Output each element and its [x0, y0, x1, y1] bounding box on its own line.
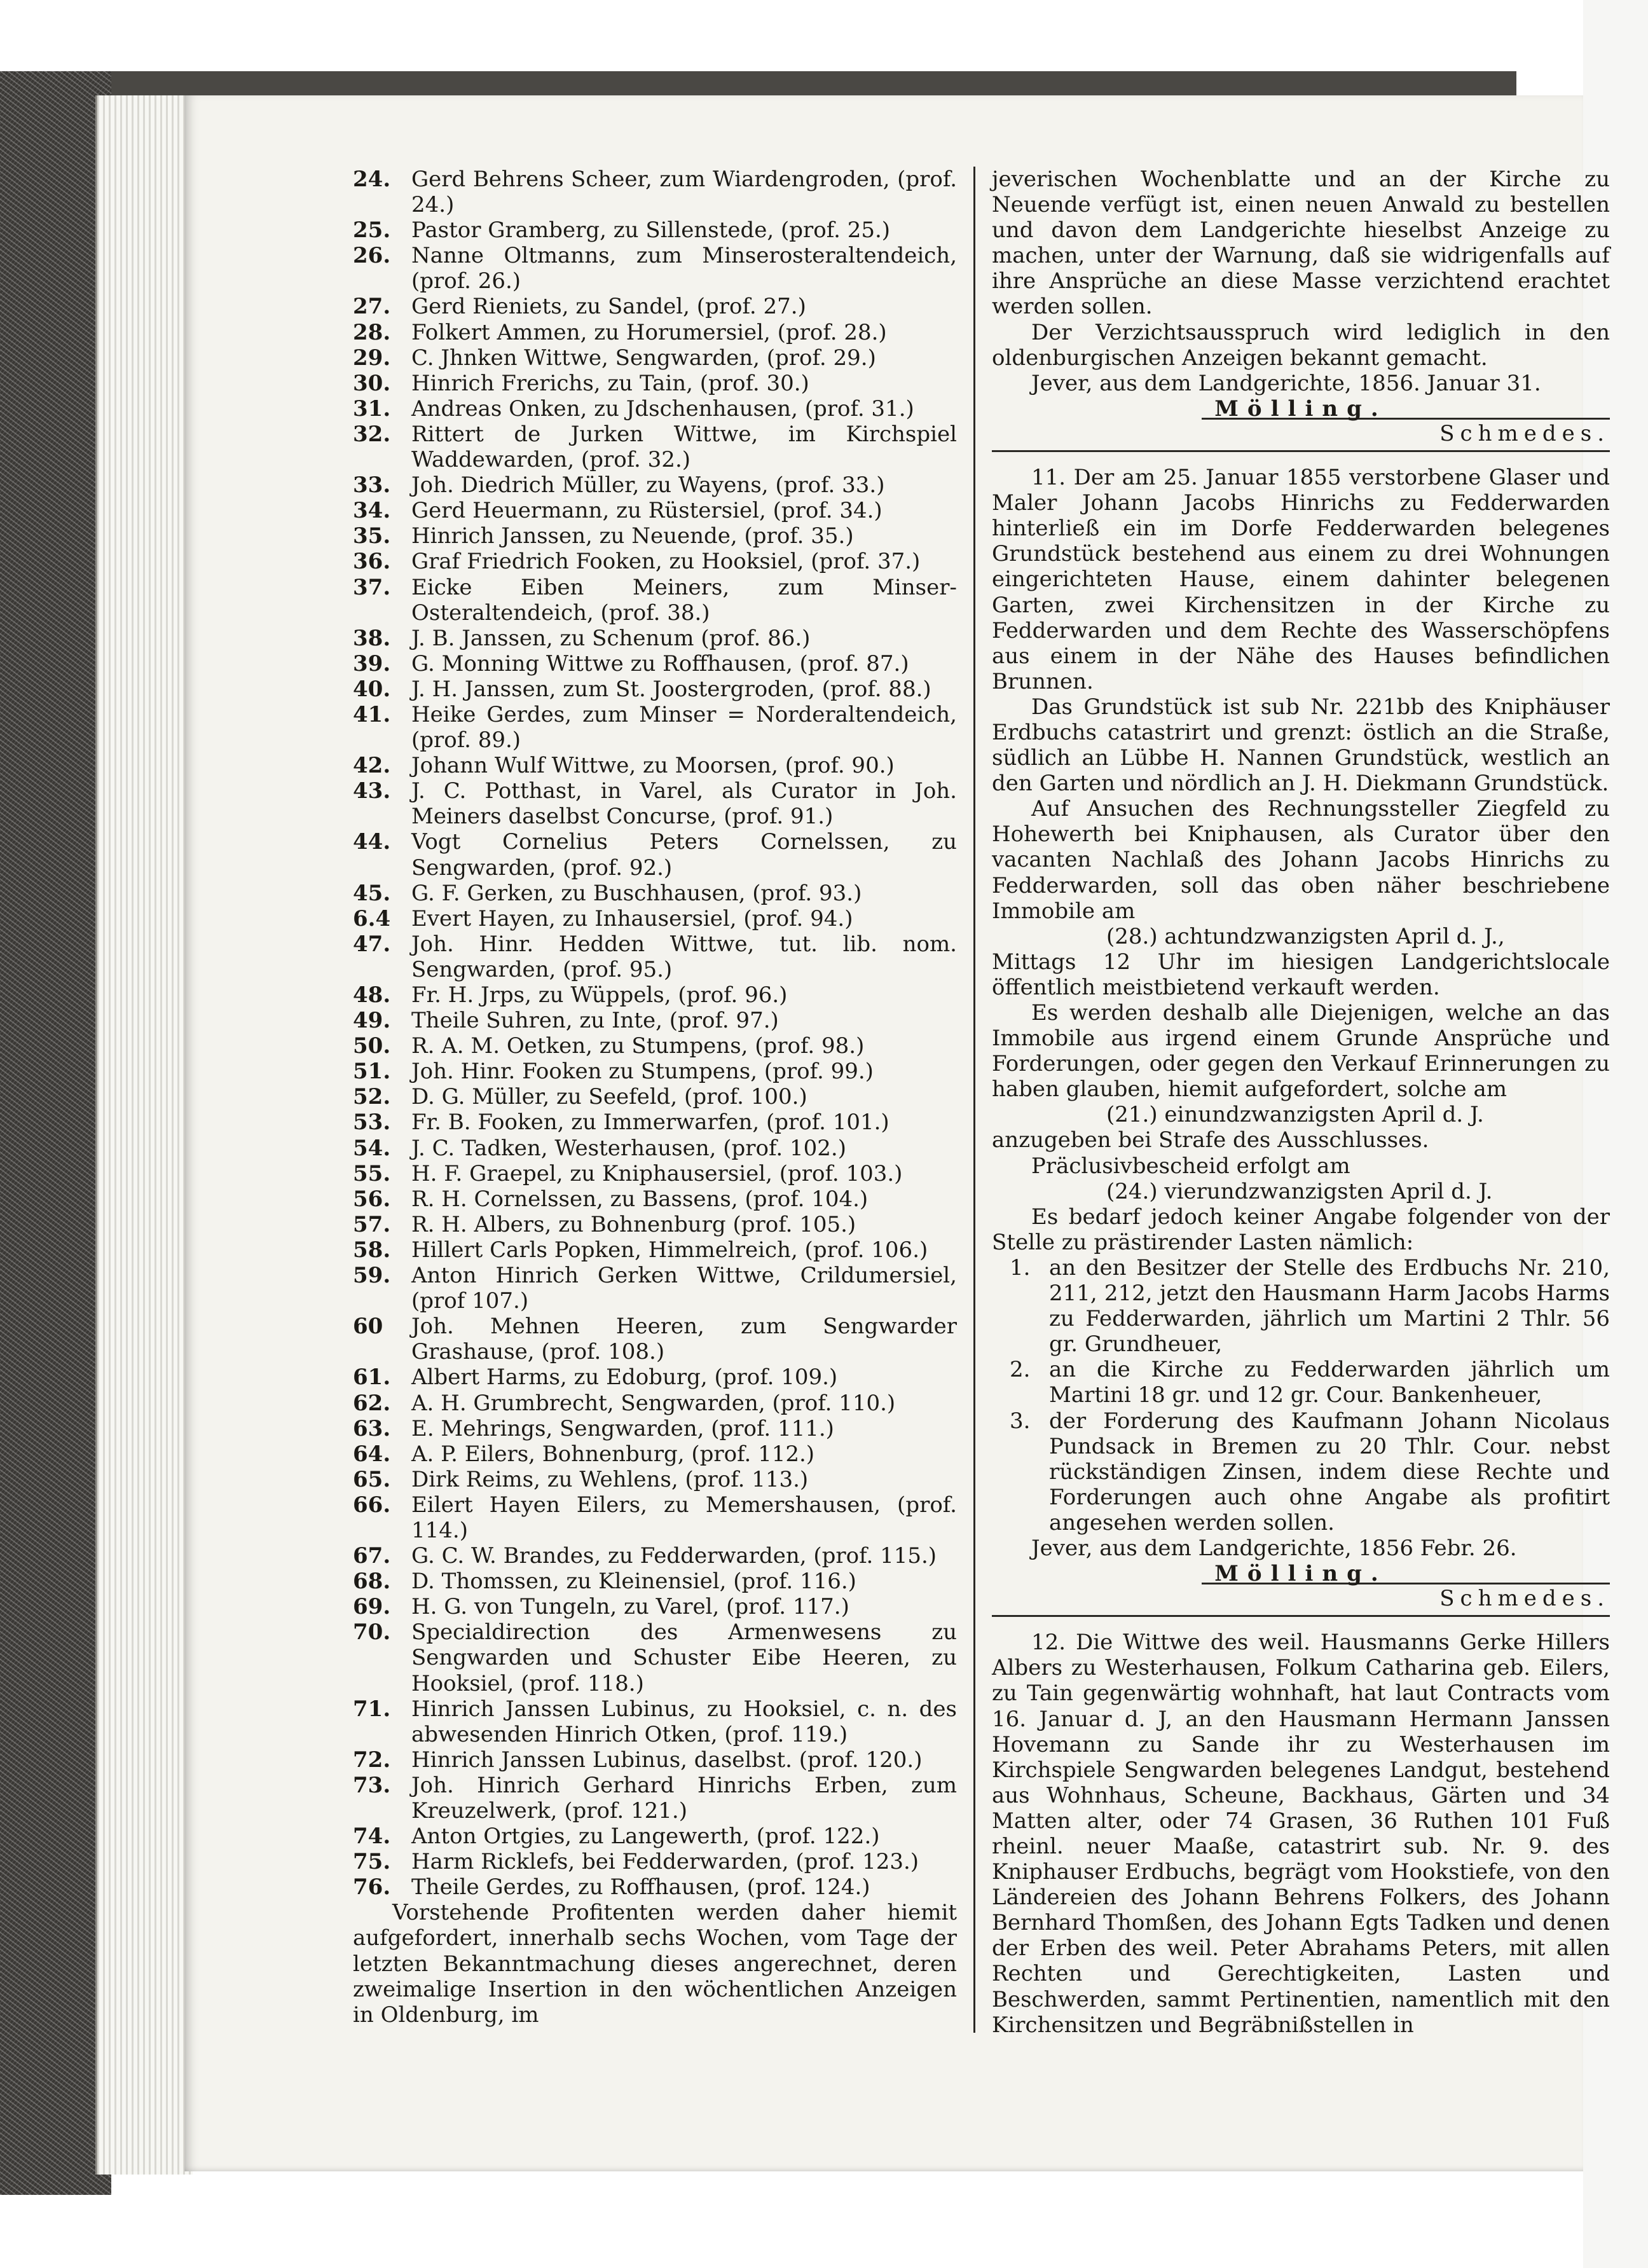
entry-text: Albert Harms, zu Edoburg, (prof. 109.)	[411, 1364, 838, 1391]
creditor-entry	[353, 217, 957, 243]
item-text: an den Besitzer der Stelle des Erdbuchs Nr. 210, 211, 212, jetzt den Hausmann Harm Jacobs Harms zu Fedderwarden, jährlich um Martini 2 Thlr. 56 gr. Grundheuer,	[1049, 1254, 1610, 1357]
notice-2-date: Jever, aus dem Landgerichte, 1856 Febr. 26.	[1031, 1535, 1517, 1561]
entry-text: Nanne Oltmanns, zum Minserosteraltendeich, (prof. 26.)	[411, 243, 957, 294]
item-number: 2.	[1010, 1357, 1031, 1383]
creditor-entry	[353, 626, 957, 651]
creditor-entry	[353, 702, 957, 753]
entry-number: 54.	[353, 1135, 391, 1161]
creditor-entry	[353, 523, 957, 549]
creditor-list	[353, 167, 957, 1900]
entry-text: Hillert Carls Popken, Himmelreich, (prof. 106.)	[411, 1237, 928, 1263]
item-text: der Forderung des Kaufmann Johann Nicolaus Pundsack in Bremen zu 20 Thlr. Cour. nebst rückständigen Zinsen, indem diese Rechte und Forderungen auch ohne Angabe als profitirt angesehen werden sollen.	[1049, 1408, 1610, 1536]
entry-number: 61.	[353, 1364, 391, 1391]
creditor-entry	[353, 294, 957, 319]
notice-2-p8: Es bedarf jedoch keiner Angabe folgender von der Stelle zu prästirender Lasten nämlich:	[992, 1204, 1610, 1255]
creditor-entry	[353, 1263, 957, 1314]
entry-number: 27.	[353, 294, 391, 320]
creditor-entry	[353, 1110, 957, 1135]
creditor-entry	[353, 1237, 957, 1263]
entry-text: Rittert de Jurken Wittwe, im Kirchspiel Waddewarden, (prof. 32.)	[411, 421, 957, 473]
entry-text: D. G. Müller, zu Seefeld, (prof. 100.)	[411, 1084, 807, 1110]
creditor-entry	[353, 1391, 957, 1416]
entry-number: 63.	[353, 1415, 391, 1441]
creditor-entry	[353, 1543, 957, 1569]
entry-text: Theile Gerdes, zu Roffhausen, (prof. 124.)	[411, 1874, 870, 1900]
entry-text: H. G. von Tungeln, zu Varel, (prof. 117.)	[411, 1594, 849, 1620]
notice-2-sale-date: (28.) achtundzwanzigsten April d. J.,	[1106, 923, 1505, 949]
entry-number: 51.	[353, 1059, 391, 1085]
entry-number: 76.	[353, 1874, 391, 1900]
creditor-entry	[353, 575, 957, 626]
creditor-entry	[353, 1874, 957, 1900]
entry-number: 40.	[353, 676, 391, 702]
entry-number: 45.	[353, 880, 391, 906]
notice-2-signature-2: Schmedes.	[1439, 1586, 1610, 1612]
entry-number: 36.	[353, 549, 391, 575]
creditor-entry	[353, 1696, 957, 1747]
notice-2-p7: Präclusivbescheid erfolgt am	[1031, 1153, 1350, 1179]
entry-number: 26.	[353, 243, 391, 269]
entry-number: 73.	[353, 1772, 391, 1798]
entry-number: 25.	[353, 217, 391, 244]
entry-number: 53.	[353, 1110, 391, 1136]
entry-text: G. C. W. Brandes, zu Fedderwarden, (prof. 115.)	[411, 1543, 937, 1569]
creditor-entry	[353, 1467, 957, 1492]
entry-number: 68.	[353, 1569, 391, 1595]
notice-1-date: Jever, aus dem Landgerichte, 1856. Januar 31.	[1031, 370, 1541, 396]
entry-text: Joh. Mehnen Heeren, zum Sengwarder Grashause, (prof. 108.)	[411, 1314, 957, 1365]
entry-number: 52.	[353, 1084, 391, 1110]
entry-number: 41.	[353, 701, 391, 727]
entry-number: 38.	[353, 625, 391, 651]
entry-text: Eicke Eiben Meiners, zum Minser-Osteraltendeich, (prof. 38.)	[411, 574, 957, 626]
creditor-entry	[353, 396, 957, 422]
right-column	[992, 167, 1610, 2038]
notice-2-p2: Das Grundstück ist sub Nr. 221bb des Kniphäuser Erdbuchs catastrirt und grenzt: östlich an die Straße, südlich an Lübbe H. Nannen Grundstück, westlich an den Garten und nördlich an J. H. Diekmann Grundstück.	[992, 694, 1610, 797]
entry-number: 39.	[353, 650, 391, 677]
item-text: an die Kirche zu Fedderwarden jährlich um Martini 18 gr. und 12 gr. Cour. Bankenheuer,	[1049, 1357, 1610, 1408]
entry-text: R. A. M. Oetken, zu Stumpens, (prof. 98.)	[411, 1033, 865, 1059]
entry-number: 28.	[353, 319, 391, 345]
entry-number: 35.	[353, 523, 391, 549]
entry-text: Folkert Ammen, zu Horumersiel, (prof. 28.)	[411, 319, 887, 345]
item-number: 1.	[1010, 1254, 1031, 1281]
entry-number: 50.	[353, 1033, 391, 1059]
creditor-entry	[353, 1059, 957, 1084]
creditor-entry	[353, 1747, 957, 1773]
entry-text: Hinrich Janssen Lubinus, daselbst. (prof. 120.)	[411, 1747, 923, 1773]
encumbrance-item	[992, 1255, 1610, 1357]
notice-2-decision-date: (24.) vierundzwanzigsten April d. J.	[1106, 1178, 1493, 1204]
encumbrance-item	[992, 1357, 1610, 1408]
entry-number: 32.	[353, 421, 391, 447]
entry-number: 58.	[353, 1237, 391, 1263]
notice-1-signature-2: Schmedes.	[1439, 420, 1610, 446]
entry-text: Pastor Gramberg, zu Sillenstede, (prof. 25.)	[411, 217, 891, 244]
notice-3-p1: 12. Die Wittwe des weil. Hausmanns Gerke Hillers Albers zu Westerhausen, Folkum Catharina geb. Eilers, zu Tain gegenwärtig wohnhaft, hat laut Contracts vom 16. Januar d. J, an den Hausmann Hermann Janssen Hovemann zu Sande ihr zu Westerhausen im Kirchspiele Sengwarden belegenes Landgut, bestehend aus Wohnhaus, Scheune, Backhaus, Gärten und 34 Matten alter, oder 74 Grasen, 36 Ruthen 101 Fuß rheinl. neuer Maaße, catastrirt sub. Nr. 9. des Kniphauser Erdbuchs, begrägt vom Hookstiefe, von den Ländereien des Johann Behrens Folkers, des Johann Bernhard Thomßen, des Johann Egts Tadken und denen der Erben des weil. Peter Abrahams Peters, mit allen Rechten und Gerechtigkeiten, Lasten und Beschwerden, sammt Pertinentien, namentlich mit den Kirchensitzen und Begräbnißstellen in	[992, 1630, 1610, 2038]
entry-number: 44.	[353, 829, 391, 855]
entry-text: Gerd Behrens Scheer, zum Wiardengroden, (prof. 24.)	[411, 167, 957, 218]
entry-number: 67.	[353, 1543, 391, 1569]
entry-text: G. F. Gerken, zu Buschhausen, (prof. 93.)	[411, 880, 862, 906]
entry-number: 65.	[353, 1466, 391, 1492]
creditor-entry	[353, 1212, 957, 1237]
creditor-entry	[353, 345, 957, 371]
entry-text: Specialdirection des Armenwesens zu Sengwarden und Schuster Eibe Heeren, zu Hooksiel, (prof. 118.)	[411, 1619, 957, 1696]
entry-text: Hinrich Janssen Lubinus, zu Hooksiel, c. n. des abwesenden Hinrich Otken, (prof. 119.)	[411, 1696, 957, 1747]
entry-text: A. P. Eilers, Bohnenburg, (prof. 112.)	[411, 1441, 815, 1467]
creditor-entry	[353, 1849, 957, 1874]
entry-text: Dirk Reims, zu Wehlens, (prof. 113.)	[411, 1466, 809, 1492]
creditor-entry	[353, 422, 957, 472]
creditor-entry	[353, 1492, 957, 1543]
entry-number: 24.	[353, 167, 391, 192]
creditor-entry	[353, 906, 957, 931]
creditor-entry	[353, 829, 957, 880]
notice-1-continuation: jeverischen Wochenblatte und an der Kirche zu Neuende verfügt ist, einen neuen Anwald zu bestellen und davon dem Landgerichte hieselbst Anzeige zu machen, unter der Warnung, daß sie widrigenfalls auf ihre Ansprüche an diese Masse verzichtend erachtet werden sollen.	[992, 167, 1610, 320]
entry-text: A. H. Grumbrecht, Sengwarden, (prof. 110.)	[411, 1390, 896, 1416]
notice-2-p4: Mittags 12 Uhr im hiesigen Landgerichtslocale öffentlich meistbietend verkauft werden.	[992, 949, 1610, 1000]
entry-number: 55.	[353, 1160, 391, 1186]
notice-2-p3: Auf Ansuchen des Rechnungssteller Ziegfeld zu Hohewerth bei Kniphausen, als Curator über den vacanten Nachlaß des Johann Jacobs Hinrichs zu Fedderwarden, soll das oben näher beschriebene Immobile am	[992, 796, 1610, 924]
creditor-entry	[353, 753, 957, 778]
notice-2-claim-date: (21.) einundzwanzigsten April d. J.	[1106, 1102, 1484, 1128]
entry-text: R. H. Cornelssen, zu Bassens, (prof. 104.)	[411, 1186, 869, 1212]
creditor-entry	[353, 931, 957, 982]
creditor-entry	[353, 1619, 957, 1696]
creditor-entry	[353, 549, 957, 574]
creditor-entry	[353, 472, 957, 498]
creditor-entry	[353, 1773, 957, 1824]
creditor-entry	[353, 498, 957, 523]
entry-text: Anton Ortgies, zu Langewerth, (prof. 122.)	[411, 1824, 880, 1850]
creditor-entry	[353, 1084, 957, 1110]
entry-text: Anton Hinrich Gerken Wittwe, Crildumersiel, (prof 107.)	[411, 1263, 957, 1314]
entry-text: J. B. Janssen, zu Schenum (prof. 86.)	[411, 625, 811, 651]
entry-number: 43.	[353, 778, 391, 804]
entry-text: Evert Hayen, zu Inhausersiel, (prof. 94.)	[411, 905, 853, 931]
creditor-entry	[353, 1569, 957, 1594]
entry-number: 75.	[353, 1849, 391, 1875]
entry-number: 69.	[353, 1594, 391, 1620]
entry-number: 66.	[353, 1492, 391, 1518]
creditor-entry	[353, 881, 957, 906]
entry-number: 31.	[353, 395, 391, 422]
column-divider	[973, 167, 975, 2033]
creditor-entry	[353, 1314, 957, 1364]
entry-number: 49.	[353, 1008, 391, 1034]
left-closing-paragraph: Vorstehende Profitenten werden daher hiemit aufgefordert, innerhalb sechs Wochen, vom Tage der letzten Bekanntmachung dieses angerechnet, deren zweimalige Insertion in den wöchentlichen Anzeigen in Oldenburg, im	[353, 1900, 957, 2028]
entry-text: H. F. Graepel, zu Kniphausersiel, (prof. 103.)	[411, 1160, 903, 1186]
entry-text: Gerd Rieniets, zu Sandel, (prof. 27.)	[411, 294, 806, 320]
section-rule	[992, 1615, 1610, 1617]
notice-2-p1: 11. Der am 25. Januar 1855 verstorbene Glaser und Maler Johann Jacobs Hinrichs zu Fedderwarden hinterließ ein im Dorfe Fedderwarden belegenes Grundstück bestehend aus einem zu drei Wohnungen eingerichteten Hause, einem dahinter belegenen Garten, zwei Kirchensitzen in der Kirche zu Fedderwarden und dem Rechte des Wasserschöpfens aus einem in der Nähe des Hauses befindlichen Brunnen.	[992, 465, 1610, 694]
entry-number: 33.	[353, 472, 391, 498]
entry-text: G. Monning Wittwe zu Roffhausen, (prof. 87.)	[411, 650, 909, 677]
entry-number: 60	[353, 1314, 383, 1340]
creditor-entry	[353, 982, 957, 1008]
entry-text: E. Mehrings, Sengwarden, (prof. 111.)	[411, 1415, 834, 1441]
entry-number: 71.	[353, 1696, 391, 1722]
item-number: 3.	[1010, 1408, 1031, 1434]
entry-text: Eilert Hayen Eilers, zu Memershausen, (prof. 114.)	[411, 1492, 957, 1543]
entry-number: 34.	[353, 498, 391, 524]
creditor-entry	[353, 167, 957, 217]
creditor-entry	[353, 1364, 957, 1390]
entry-text: Joh. Hinrich Gerhard Hinrichs Erben, zum Kreuzelwerk, (prof. 121.)	[411, 1772, 957, 1824]
entry-text: Heike Gerdes, zum Minser = Norderaltendeich, (prof. 89.)	[411, 701, 957, 753]
creditor-entry	[353, 1824, 957, 1849]
entry-number: 37.	[353, 574, 391, 600]
entry-number: 30.	[353, 370, 391, 396]
entry-number: 6.4	[353, 905, 391, 931]
creditor-entry	[353, 1033, 957, 1059]
entry-text: Andreas Onken, zu Jdschenhausen, (prof. 31.)	[411, 395, 914, 422]
book-cover-edge	[0, 71, 111, 2195]
entry-number: 62.	[353, 1390, 391, 1416]
creditor-entry	[353, 1441, 957, 1467]
entry-text: Hinrich Janssen, zu Neuende, (prof. 35.)	[411, 523, 854, 549]
entry-number: 47.	[353, 931, 391, 957]
entry-text: Fr. B. Fooken, zu Immerwarfen, (prof. 101.)	[411, 1110, 889, 1136]
entry-number: 42.	[353, 753, 391, 779]
notice-1-note: Der Verzichtsausspruch wird lediglich in den oldenburgischen Anzeigen bekannt gemacht.	[992, 319, 1610, 371]
entry-number: 48.	[353, 982, 391, 1008]
entry-text: Vogt Cornelius Peters Cornelssen, zu Sengwarden, (prof. 92.)	[411, 829, 957, 881]
entry-text: Harm Ricklefs, bei Fedderwarden, (prof. 123.)	[411, 1849, 919, 1875]
entry-text: Hinrich Frerichs, zu Tain, (prof. 30.)	[411, 370, 809, 396]
entry-text: J. C. Tadken, Westerhausen, (prof. 102.)	[411, 1135, 846, 1161]
creditor-entry	[353, 1008, 957, 1033]
entry-number: 56.	[353, 1186, 391, 1212]
entry-text: Gerd Heuermann, zu Rüstersiel, (prof. 34.)	[411, 498, 882, 524]
creditor-entry	[353, 320, 957, 345]
entry-text: Joh. Hinr. Fooken zu Stumpens, (prof. 99.)	[411, 1059, 874, 1085]
creditor-entry	[353, 1186, 957, 1212]
entry-text: Theile Suhren, zu Inte, (prof. 97.)	[411, 1008, 779, 1034]
creditor-entry	[353, 1136, 957, 1161]
creditor-entry	[353, 371, 957, 396]
section-rule	[992, 450, 1610, 452]
entry-text: D. Thomssen, zu Kleinensiel, (prof. 116.)	[411, 1569, 856, 1595]
entry-text: J. H. Janssen, zum St. Joostergroden, (prof. 88.)	[411, 676, 931, 702]
encumbrance-item	[992, 1408, 1610, 1536]
notice-2-p6: anzugeben bei Strafe des Ausschlusses.	[992, 1127, 1429, 1153]
notice-2-signature-1: Mölling.	[1214, 1561, 1387, 1587]
creditor-entry	[353, 1594, 957, 1619]
creditor-entry	[353, 778, 957, 829]
entry-text: J. C. Potthast, in Varel, als Curator in Joh. Meiners daselbst Concurse, (prof. 91.)	[411, 778, 957, 830]
entry-number: 29.	[353, 345, 391, 371]
entry-text: Johann Wulf Wittwe, zu Moorsen, (prof. 90.)	[411, 753, 895, 779]
notice-1-signature-1: Mölling.	[1214, 395, 1387, 422]
entry-number: 57.	[353, 1211, 391, 1237]
entry-text: Joh. Hinr. Hedden Wittwe, tut. lib. nom. Sengwarden, (prof. 95.)	[411, 931, 957, 982]
notice-2-p5: Es werden deshalb alle Diejenigen, welche an das Immobile aus irgend einem Grunde Ansprüche und Forderungen, oder gegen den Verkauf Erinnerungen zu haben glauben, hiemit aufgefordert, solche am	[992, 1000, 1610, 1103]
entry-number: 70.	[353, 1619, 391, 1646]
creditor-entry	[353, 1416, 957, 1441]
creditor-entry	[353, 243, 957, 294]
creditor-entry	[353, 1161, 957, 1186]
page-stack-edges	[95, 95, 193, 2175]
left-column	[353, 167, 957, 2028]
entry-number: 72.	[353, 1747, 391, 1773]
creditor-entry	[353, 651, 957, 677]
creditor-entry	[353, 677, 957, 702]
entry-text: Fr. H. Jrps, zu Wüppels, (prof. 96.)	[411, 982, 788, 1008]
entry-text: Joh. Diedrich Müller, zu Wayens, (prof. 33.)	[411, 472, 885, 498]
entry-number: 59.	[353, 1263, 391, 1289]
entry-text: C. Jhnken Wittwe, Sengwarden, (prof. 29.)	[411, 345, 876, 371]
entry-number: 64.	[353, 1441, 391, 1467]
entry-number: 74.	[353, 1824, 391, 1850]
entry-text: R. H. Albers, zu Bohnenburg (prof. 105.)	[411, 1211, 856, 1237]
entry-text: Graf Friedrich Fooken, zu Hooksiel, (prof. 37.)	[411, 549, 921, 575]
